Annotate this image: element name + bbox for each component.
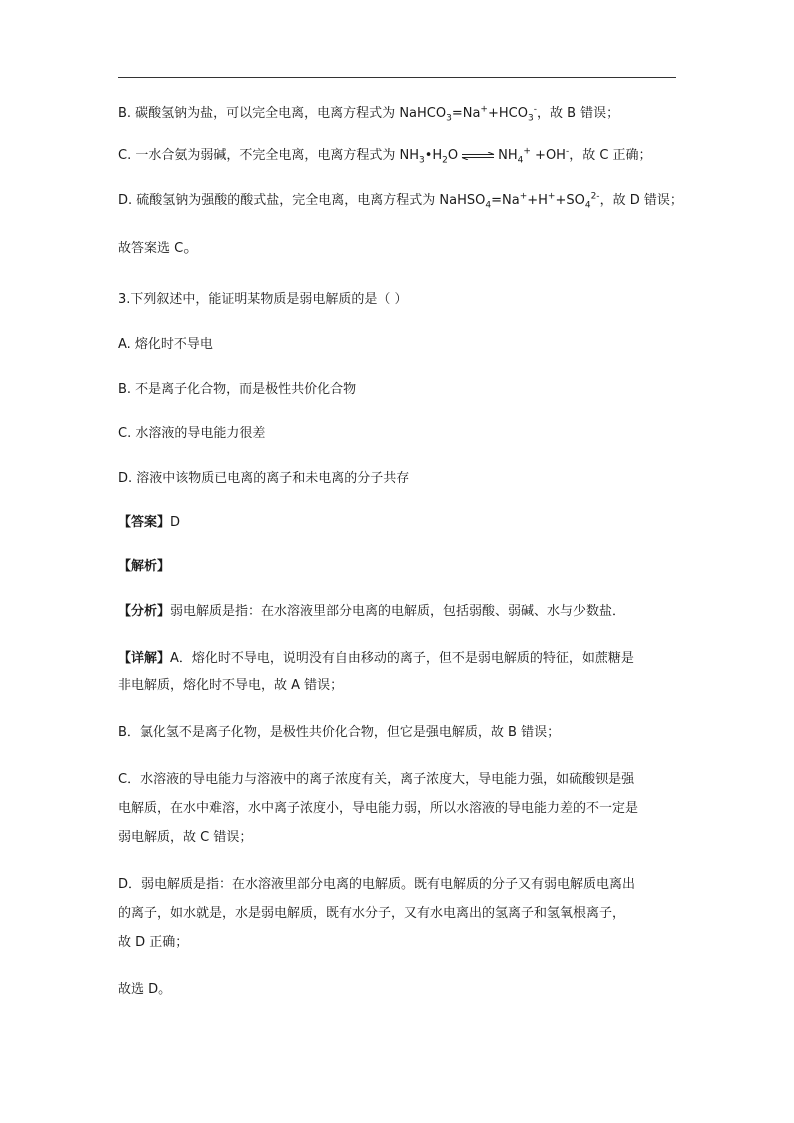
detail-tag: 【详解】	[118, 651, 171, 666]
text: B. 碳酸氢钠为盐，可以完全电离，电离方程式为 NaHCO	[118, 106, 447, 121]
text: 。	[183, 237, 200, 256]
text: +H	[527, 193, 548, 208]
detail-d-line-2: 的离子，如水就是，水是弱电解质，既有水分子，又有水电离出的氢离子和氢氧根离子，	[118, 906, 626, 921]
subscript: 4	[485, 200, 492, 211]
text: =Na	[491, 193, 520, 208]
text: +HCO	[487, 106, 528, 121]
text: NH	[498, 148, 518, 163]
answer-label: 【答案】	[118, 515, 171, 530]
text: ，故 D 错误；	[599, 193, 683, 208]
analysis-text: 弱电解质是指：在水溶液里部分电离的电解质，包括弱酸、弱碱、水与少数盐．	[170, 604, 626, 619]
option-b-explanation	[118, 104, 619, 124]
question-3-option-a: A. 熔化时不导电	[118, 337, 213, 352]
equilibrium-arrow-icon	[461, 152, 495, 160]
subscript: 4	[517, 155, 524, 166]
superscript: +	[547, 191, 556, 202]
text: +SO	[555, 193, 585, 208]
superscript: 2-	[590, 191, 600, 202]
answer-line	[118, 513, 180, 533]
analysis-line	[118, 602, 625, 622]
text: =Na	[451, 106, 481, 121]
answer-summary-1	[118, 239, 199, 259]
question-3-option-c: C. 水溶液的导电能力很差	[118, 426, 266, 441]
question-3-stem: 3.下列叙述中，能证明某物质是弱电解质的是（ ）	[118, 292, 408, 307]
superscript: -	[533, 104, 537, 115]
text: +OH	[530, 148, 566, 163]
detail-c-line-2: 电解质，在水中难溶，水中离子浓度小，导电能力弱，所以水溶液的导电能力差的不一定是	[118, 801, 639, 816]
analysis-tag: 【分析】	[118, 604, 171, 619]
subscript: 4	[584, 200, 591, 211]
text: C. 一水合氨为弱碱，不完全电离，电离方程式为 NH	[118, 148, 419, 163]
text: 故答案选 C	[118, 241, 184, 256]
text: D. 硫酸氢钠为强酸的酸式盐，完全电离，电离方程式为 NaHSO	[118, 193, 486, 208]
header-rule	[118, 77, 676, 78]
superscript: +	[519, 191, 528, 202]
detail-b-line: B．氯化氢不是离子化物，是极性共价化合物，但它是强电解质，故 B 错误；	[118, 725, 561, 740]
detail-d-line-1: D．弱电解质是指：在水溶液里部分电离的电解质。既有电解质的分子又有弱电解质电离出	[118, 877, 636, 892]
subscript: 3	[446, 113, 452, 124]
question-3-option-b: B. 不是离子化合物，而是极性共价化合物	[118, 382, 357, 397]
option-d-explanation	[118, 191, 683, 211]
subscript: 2	[442, 155, 448, 166]
detail-c-line-3: 弱电解质，故 C 错误；	[118, 830, 253, 845]
detail-a-line-1	[118, 649, 634, 669]
text: ，故 C 正确；	[569, 148, 652, 163]
superscript: -	[565, 146, 570, 157]
question-3-option-d: D. 溶液中该物质已电离的离子和未电离的分子共存	[118, 471, 410, 486]
option-c-explanation	[118, 146, 652, 166]
subscript: 3	[418, 155, 425, 166]
subscript: 3	[527, 113, 534, 124]
superscript: +	[480, 104, 488, 115]
text: O	[447, 148, 459, 163]
analysis-label: 【解析】	[118, 559, 171, 574]
answer-value: D	[170, 515, 181, 530]
text: •H	[424, 148, 443, 163]
text: ，故 B 错误；	[536, 106, 620, 121]
detail-d-line-3: 故 D 正确；	[118, 935, 189, 950]
text: A．熔化时不导电，说明没有自由移动的离子，但不是弱电解质的特征，如蔗糖是	[170, 651, 634, 666]
detail-c-line-1: C．水溶液的导电能力与溶液中的离子浓度有关，离子浓度大，导电能力强，如硫酸钡是强	[118, 772, 635, 787]
final-answer: 故选 D。	[118, 982, 172, 997]
superscript: +	[523, 146, 531, 157]
detail-a-line-2: 非电解质，熔化时不导电，故 A 错误；	[118, 678, 344, 693]
